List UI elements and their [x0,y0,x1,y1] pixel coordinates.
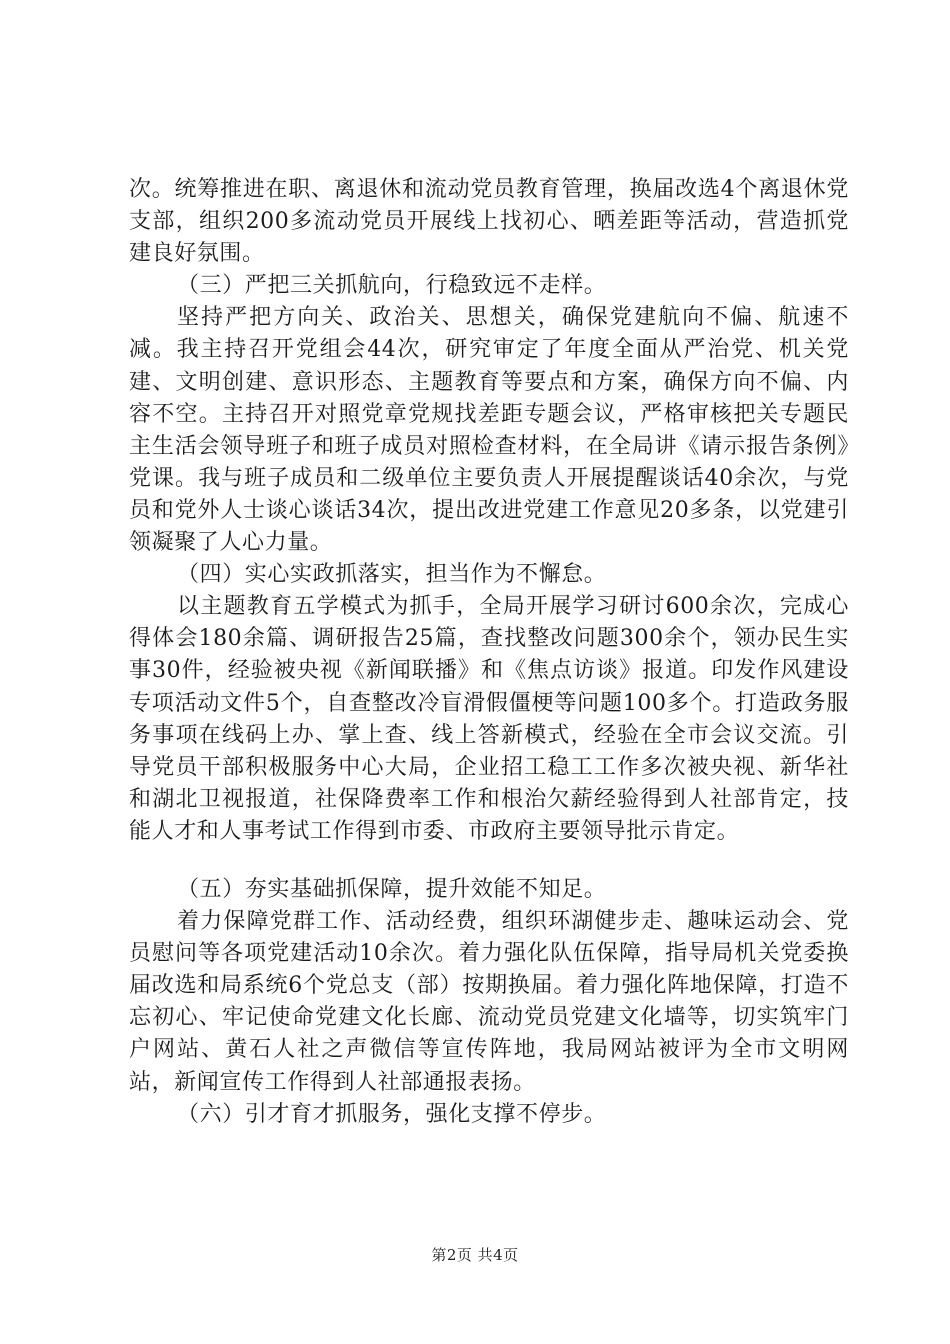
section-heading-4: （四）实心实政抓落实，担当作为不懈怠。 [177,562,607,588]
section-heading-5: （五）夯实基础抓保障，提升效能不知足。 [177,876,607,902]
section-heading-3: （三）严把三关抓航向，行稳致远不走样。 [177,273,607,299]
page-footer: 第2页 共4页 [431,1246,519,1264]
document-body [129,174,849,1131]
paragraph-section-5: 着力保障党群工作、活动经费，组织环湖健步走、趣味运动会、党员慰问等各项党建活动10余次。着力强化队伍保障，指导局机关党委换届改选和局系统6个党总支（部）按期换届。着力强化阵地保障，打造不忘初心、牢记使命党建文化长廊、流动党员党建文化墙等，切实筑牢门户网站、黄石人社之声微信等宣传阵地，我局网站被评为全市文明网站，新闻宣传工作得到人社部通报表扬。 [129,909,849,1095]
paragraph-section-4: 以主题教育五学模式为抓手，全局开展学习研讨600余次，完成心得体会180余篇、调研报告25篇，查找整改问题300余个，领办民生实事30件，经验被央视《新闻联播》和《焦点访谈》报道。印发作风建设专项活动文件5个，自查整改冷盲滑假僵梗等问题100多个。打造政务服务事项在线码上办、掌上查、线上答新模式，经验在全市会议交流。引导党员干部积极服务中心大局，企业招工稳工工作多次被央视、新华社和湖北卫视报道，社保降费率工作和根治欠薪经验得到人社部肯定，技能人才和人事考试工作得到市委、市政府主要领导批示肯定。 [129,594,849,844]
paragraph-section-3: 坚持严把方向关、政治关、思想关，确保党建航向不偏、航速不减。我主持召开党组会44次，研究审定了年度全面从严治党、机关党建、文明创建、意识形态、主题教育等要点和方案，确保方向不偏、内容不空。主持召开对照党章党规找差距专题会议，严格审核把关专题民主生活会领导班子和班子成员对照检查材料，在全局讲《请示报告条例》党课。我与班子成员和二级单位主要负责人开展提醒谈话40余次，与党员和党外人士谈心谈话34次，提出改进党建工作意见20多条，以党建引领凝聚了人心力量。 [129,305,849,556]
section-heading-6: （六）引才育才抓服务，强化支撑不停步。 [177,1101,607,1127]
paragraph-gap [129,848,849,874]
paragraph-continuation: 次。统筹推进在职、离退休和流动党员教育管理，换届改选4个离退休党支部，组织200多流动党员开展线上找初心、晒差距等活动，营造抓党建良好氛围。 [129,177,849,267]
